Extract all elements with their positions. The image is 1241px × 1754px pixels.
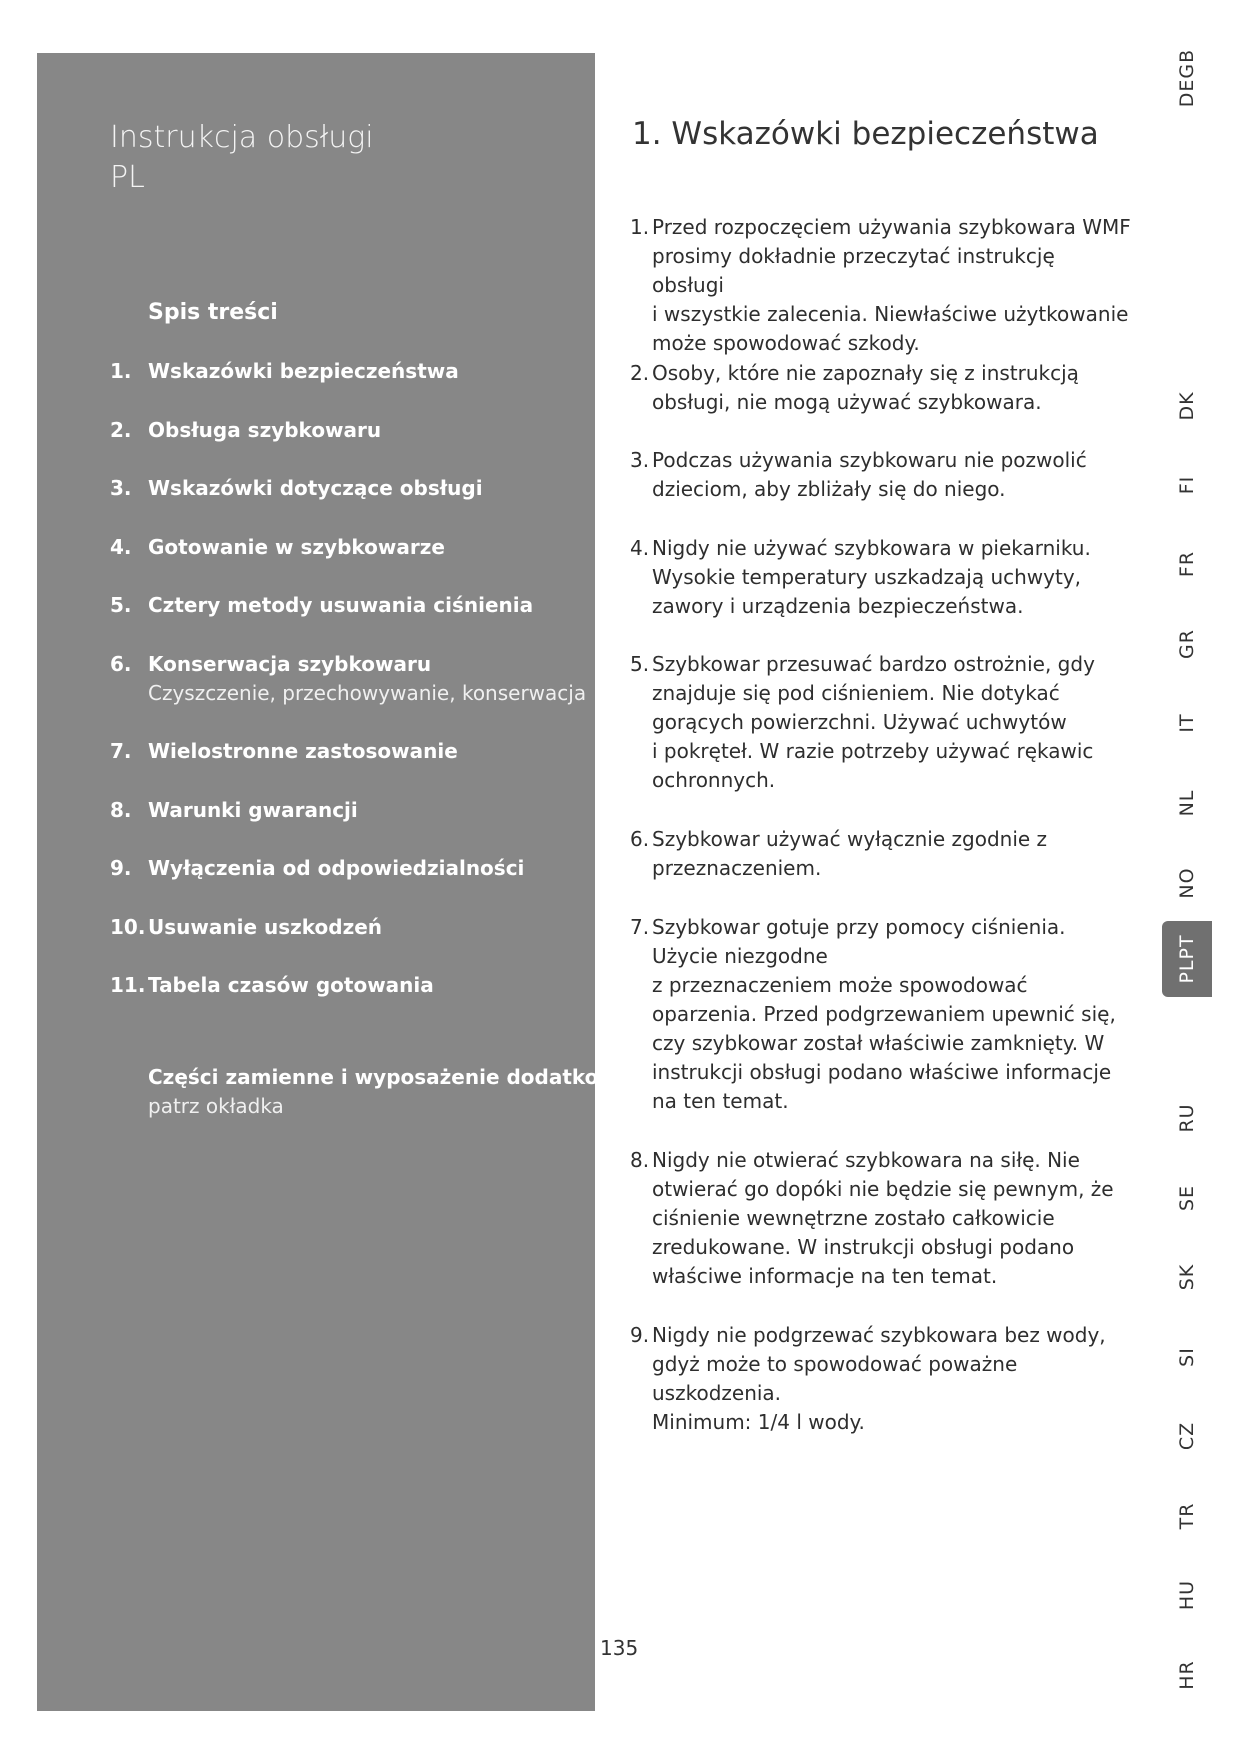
toc-item-label: Wskazówki dotyczące obsługi xyxy=(148,476,483,500)
lang-tab-fi[interactable] xyxy=(1162,450,1212,520)
toc-item-number: 1. xyxy=(110,359,132,383)
page-number: 135 xyxy=(600,1636,639,1660)
rule-text: Osoby, które nie zapoznały się z instrukcją obsługi, nie mogą używać szybkowara. xyxy=(652,361,1079,414)
lang-tab-no[interactable] xyxy=(1162,848,1212,918)
toc-item-label: Wskazówki bezpieczeństwa xyxy=(148,359,459,383)
rule-text: Szybkowar używać wyłącznie zgodnie z przeznaczeniem. xyxy=(652,827,1048,880)
toc-item-number: 9. xyxy=(110,856,132,880)
lang-tab-si[interactable] xyxy=(1162,1322,1212,1392)
manual-title-text: Instrukcja obsługi xyxy=(110,120,374,155)
lang-tab-label: IT xyxy=(1176,713,1198,733)
toc-item-label: Konserwacja szybkowaru xyxy=(148,652,432,676)
spare-parts-title: Części zamienne i wyposażenie dodatkowe xyxy=(148,1065,631,1089)
toc-heading: Spis treści xyxy=(148,300,278,325)
rule-number: 8. xyxy=(630,1148,650,1172)
lang-tab-label: PLPT xyxy=(1176,934,1198,984)
spare-parts-reference: patrz okładka xyxy=(148,1094,284,1118)
lang-tab-tr[interactable] xyxy=(1162,1481,1212,1551)
toc-item-number: 5. xyxy=(110,593,132,617)
rule-text: Nigdy nie podgrzewać szybkowara bez wody, gdyż może to spowodować poważne uszkodzenia. Minimum: 1/4 l wody. xyxy=(652,1323,1106,1434)
rule-number: 4. xyxy=(630,536,650,560)
lang-tab-fr[interactable] xyxy=(1162,529,1212,599)
lang-tab-label: SE xyxy=(1176,1184,1198,1212)
lang-tab-label: TR xyxy=(1176,1502,1198,1530)
lang-tab-label: FI xyxy=(1176,475,1198,495)
toc-item-number: 11. xyxy=(110,973,146,997)
lang-tab-plpt[interactable] xyxy=(1162,921,1212,997)
manual-language: PL xyxy=(110,160,145,195)
lang-tab-label: FR xyxy=(1176,550,1198,578)
lang-tab-label: HU xyxy=(1176,1579,1198,1611)
toc-item-number: 8. xyxy=(110,798,132,822)
rule-text: Podczas używania szybkowaru nie pozwolić dzieciom, aby zbliżały się do niego. xyxy=(652,448,1087,501)
toc-item-number: 3. xyxy=(110,476,132,500)
lang-tab-label: NO xyxy=(1176,867,1198,899)
lang-tab-hu[interactable] xyxy=(1162,1560,1212,1630)
rule-number: 2. xyxy=(630,361,650,385)
lang-tab-se[interactable] xyxy=(1162,1163,1212,1233)
toc-item-number: 6. xyxy=(110,652,132,676)
manual-title xyxy=(110,118,374,198)
rule-number: 3. xyxy=(630,448,650,472)
rule-text: Przed rozpoczęciem używania szybkowara WMF prosimy dokładnie przeczytać instrukcję obsługi i wszystkie zalecenia. Niewłaściwe użytkowanie może spowodować szkody. xyxy=(652,215,1131,355)
lang-tab-label: SI xyxy=(1176,1347,1198,1367)
rule-number: 1. xyxy=(630,215,650,239)
lang-tab-hr[interactable] xyxy=(1162,1640,1212,1710)
lang-tab-gr[interactable] xyxy=(1162,609,1212,679)
toc-item-number: 2. xyxy=(110,418,132,442)
lang-tab-sk[interactable] xyxy=(1162,1242,1212,1312)
lang-tab-label: DEGB xyxy=(1176,48,1198,108)
rule-text: Nigdy nie otwierać szybkowara na siłę. Nie otwierać go dopóki nie będzie się pewnym, że ciśnienie wewnętrzne zostało całkowicie zredukowane. W instrukcji obsługi podano właściwe informacje na ten temat. xyxy=(652,1148,1114,1288)
lang-tab-cz[interactable] xyxy=(1162,1401,1212,1471)
toc-item-label: Warunki gwarancji xyxy=(148,798,358,822)
toc-item-label: Obsługa szybkowaru xyxy=(148,418,382,442)
lang-tab-label: CZ xyxy=(1176,1421,1198,1451)
lang-tab-nl[interactable] xyxy=(1162,768,1212,838)
toc-item-number: 7. xyxy=(110,739,132,763)
toc-item-label: Wielostronne zastosowanie xyxy=(148,739,458,763)
lang-tab-label: DK xyxy=(1176,391,1198,421)
toc-item-label: Wyłączenia od odpowiedzialności xyxy=(148,856,525,880)
lang-tab-label: GR xyxy=(1176,629,1198,659)
rule-text: Nigdy nie używać szybkowara w piekarniku. Wysokie temperatury uszkadzają uchwyty, zawory i urządzenia bezpieczeństwa. xyxy=(652,536,1091,618)
rule-number: 5. xyxy=(630,652,650,676)
lang-tab-label: HR xyxy=(1176,1660,1198,1690)
rule-text: Szybkowar gotuje przy pomocy ciśnienia. Użycie niezgodne z przeznaczeniem może spowodować oparzenia. Przed podgrzewaniem upewnić się, czy szybkowar został właściwie zamknięty. W instrukcji obsługi podano właściwe informacje na ten temat. xyxy=(652,915,1116,1113)
toc-item-sublabel: Czyszczenie, przechowywanie, konserwacja xyxy=(148,681,587,705)
rule-number: 6. xyxy=(630,827,650,851)
toc-item-label: Tabela czasów gotowania xyxy=(148,973,434,997)
lang-tab-it[interactable] xyxy=(1162,688,1212,758)
lang-tab-label: NL xyxy=(1176,789,1198,817)
spare-parts-note xyxy=(148,1063,630,1121)
toc-item-label: Usuwanie uszkodzeń xyxy=(148,915,383,939)
rule-text: Szybkowar przesuwać bardzo ostrożnie, gdy znajduje się pod ciśnieniem. Nie dotykać gorących powierzchni. Używać uchwytów i pokręteł. W razie potrzeby używać rękawic ochronnych. xyxy=(652,652,1095,792)
lang-tab-dk[interactable] xyxy=(1162,371,1212,441)
rule-number: 7. xyxy=(630,915,650,939)
toc-item-number: 4. xyxy=(110,535,132,559)
section-title: 1. Wskazówki bezpieczeństwa xyxy=(632,116,1099,152)
lang-tab-label: SK xyxy=(1176,1263,1198,1291)
lang-tab-degb[interactable] xyxy=(1162,43,1212,113)
toc-item-number: 10. xyxy=(110,915,146,939)
lang-tab-label: RU xyxy=(1176,1103,1198,1133)
lang-tab-ru[interactable] xyxy=(1162,1083,1212,1153)
toc-item-label: Gotowanie w szybkowarze xyxy=(148,535,445,559)
toc-item-label: Cztery metody usuwania ciśnienia xyxy=(148,593,534,617)
rule-number: 9. xyxy=(630,1323,650,1347)
